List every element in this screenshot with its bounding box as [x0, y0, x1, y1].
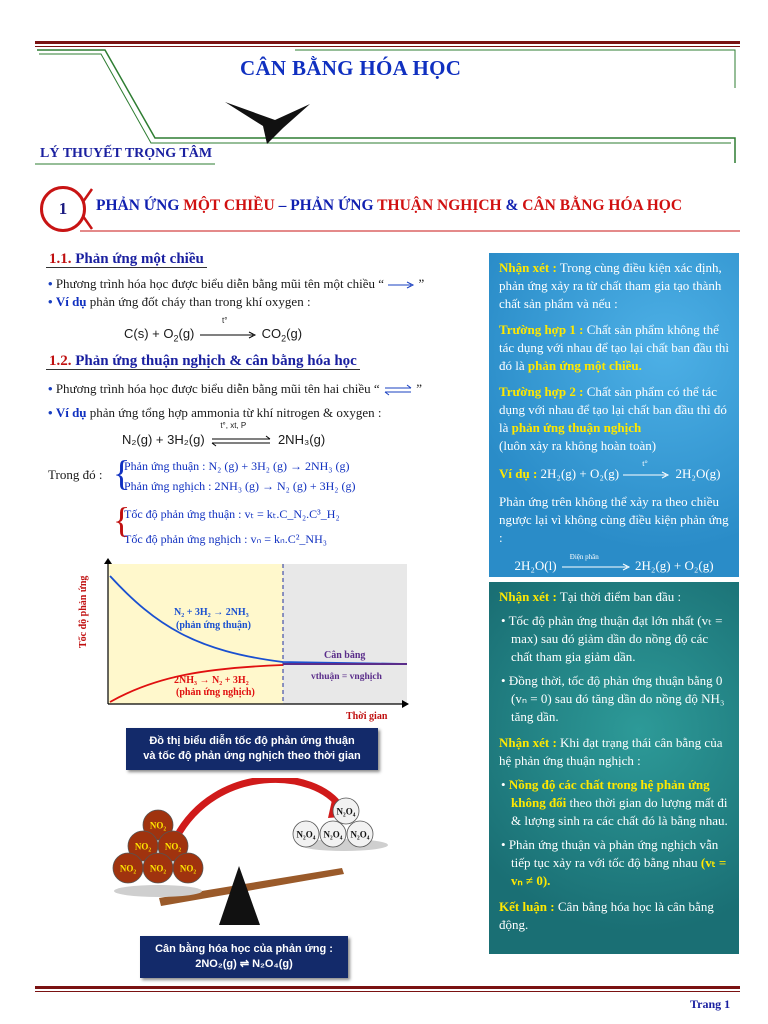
section-number: 1 — [40, 186, 86, 232]
graph-caption: Đồ thị biểu diễn tốc độ phản ứng thuận và tốc độ phản ứng nghịch theo thời gian — [126, 728, 378, 770]
panel1-case2: Trường hợp 2 : Chất sản phẩm có thể tác dụng với nhau để tạo lại chất ban đầu thì đó là phản ứng thuận nghịch (luôn xảy ra không hoàn toàn) — [499, 384, 727, 453]
balance-illustration — [106, 778, 396, 938]
section-underline — [40, 229, 740, 235]
reverse-label-1: 2NH₃ → N₂ + 3H₂ — [174, 675, 249, 686]
n2o4-molecule-label: N₂O₄ — [296, 829, 316, 840]
n2o4-molecule-label: N₂O₄ — [323, 829, 343, 840]
panel2-intro-2: Nhận xét : Khi đạt trạng thái cân bằng của hệ phản ứng thuận nghịch : — [499, 735, 723, 768]
panel2-bullet-4: • Phản ứng thuận và phản ứng nghịch vẫn tiếp tục xảy ra với tốc độ bằng nhau (vₜ = vₙ ≠ 0). — [501, 837, 727, 888]
forward-reaction: Phản ứng thuận : N₂ (g) + 3H₂ (g) → 2NH₃ (g) — [124, 459, 350, 473]
panel1-example: Ví dụ : 2H₂(g) + O₂(g) t° 2H₂O(g) — [499, 459, 721, 481]
rate-time-graph — [66, 556, 411, 722]
trong-do-label: Trong đó : — [48, 467, 103, 482]
two-way-arrow-icon — [383, 384, 413, 396]
section-title: PHẢN ỨNG MỘT CHIỀU – PHẢN ỨNG THUẬN NGHỊCH & CÂN BẰNG HÓA HỌC — [96, 197, 683, 214]
equilibrium-label: Cân bằng — [324, 650, 366, 661]
sub2-line1: • Phương trình hóa học được biểu diễn bằng mũi tên hai chiều “ ” — [48, 381, 422, 396]
x-axis-label: Thời gian — [346, 711, 388, 722]
bottom-rule — [35, 986, 740, 989]
no2-molecule-label: NO₂ — [119, 863, 137, 874]
reverse-label-2: (phản ứng nghịch) — [176, 687, 255, 698]
no2-molecule-label: NO₂ — [164, 841, 182, 852]
panel2-bullet-2: • Đồng thời, tốc độ phản ứng thuận bằng 0 (vₙ = 0) sau đó tăng dần do nồng độ NH₃ tăng dần. — [501, 673, 725, 724]
section-subtitle: LÝ THUYẾT TRỌNG TÂM — [40, 146, 213, 161]
forward-label-1: N₂ + 3H₂ → 2NH₃ — [174, 607, 249, 618]
panel2-bullet-3: • Nồng độ các chất trong hệ phản ứng không đổi theo thời gian do lượng mất đi & lượng sinh ra các chất đó là bằng nhau. — [501, 777, 728, 828]
balance-caption: Cân bằng hóa học của phản ứng : 2NO₂(g) ⇌ N₂O₄(g) — [140, 936, 348, 978]
sub1-example: • Ví dụ phản ứng đốt cháy than trong khí oxygen : — [48, 294, 311, 309]
brace-1: { — [113, 453, 131, 493]
sub1-line1: • Phương trình hóa học được biểu diễn bằng mũi tên một chiều “ ” — [48, 276, 425, 291]
equilibrium-formula: vthuận = vnghịch — [311, 672, 382, 682]
panel1-electrolysis: 2H₂O(l) Điện phân 2H₂(g) + O₂(g) — [514, 553, 714, 573]
heading-1-1: 1.1. Phản ứng một chiều — [46, 250, 207, 268]
graph-equilibrium-area — [283, 564, 407, 704]
reverse-reaction: Phản ứng nghịch : 2NH₃ (g) → N₂ (g) + 3H₂ (g) — [124, 479, 356, 493]
page-number: Trang 1 — [690, 997, 731, 1011]
top-rule-thin — [35, 46, 740, 47]
page-title: CÂN BẰNG HÓA HỌC — [240, 56, 462, 80]
no2-molecule-label: NO₂ — [134, 841, 152, 852]
sub1-equation: $C(s) + O_2(g)$ t° $CO_2(g)$ — [124, 316, 303, 344]
rate-reverse: Tốc độ phản ứng nghịch : vₙ = kₙ.C²_NH₃ — [124, 532, 327, 546]
rate-forward: Tốc độ phản ứng thuận : vₜ = kₜ.C_N₂.C³_H₂ — [124, 507, 340, 521]
one-way-arrow-icon — [387, 280, 415, 290]
balance-fulcrum-icon — [219, 866, 260, 925]
forward-label-2: (phản ứng thuận) — [176, 620, 251, 631]
panel2-bullet-1: • Tốc độ phản ứng thuận đạt lớn nhất (vₜ = max) sau đó giảm dần do nồng độ các chất tham gia giảm dần. — [501, 613, 723, 664]
no2-molecule-label: NO₂ — [149, 820, 167, 831]
heading-1-2: 1.2. Phản ứng thuận nghịch & cân bằng hóa học — [46, 352, 360, 370]
no2-molecule-label: NO₂ — [149, 863, 167, 874]
panel1-case1: Trường hợp 1 : Chất sản phẩm không thể tác dụng với nhau để tạo lại chất ban đầu thì đó là phản ứng một chiều. — [499, 322, 729, 373]
bottom-rule-thin — [35, 991, 740, 992]
panel1-intro: Nhận xét : Trong cùng điều kiện xác định, phản ứng xảy ra từ chất tham gia tạo thành chất sản phẩm và nếu : — [499, 260, 722, 311]
panel2-conclusion: Kết luận : Cân bằng hóa học là cân bằng động. — [499, 899, 714, 932]
sub2-equation: N₂(g) + 3H₂(g) t°, xt, P 2NH₃(g) — [122, 421, 326, 447]
panel1-example-note: Phản ứng trên không thể xảy ra theo chiều ngược lại vì không cùng điều kiện phản ứng : — [499, 494, 729, 545]
brace-2: { — [113, 500, 131, 540]
n2o4-molecule-label: N₂O₄ — [336, 806, 356, 817]
panel2-intro: Nhận xét : Tại thời điểm ban đầu : — [499, 589, 682, 604]
top-rule — [35, 41, 740, 44]
n2o4-molecule-label: N₂O₄ — [350, 829, 370, 840]
y-axis-label: Tốc độ phản ứng — [78, 575, 89, 648]
sub2-example: • Ví dụ phản ứng tổng hợp ammonia từ khí nitrogen & oxygen : — [48, 405, 382, 420]
no2-molecule-label: NO₂ — [179, 863, 197, 874]
panel-observations-2 — [489, 582, 739, 954]
panel-observations-1 — [489, 253, 739, 577]
